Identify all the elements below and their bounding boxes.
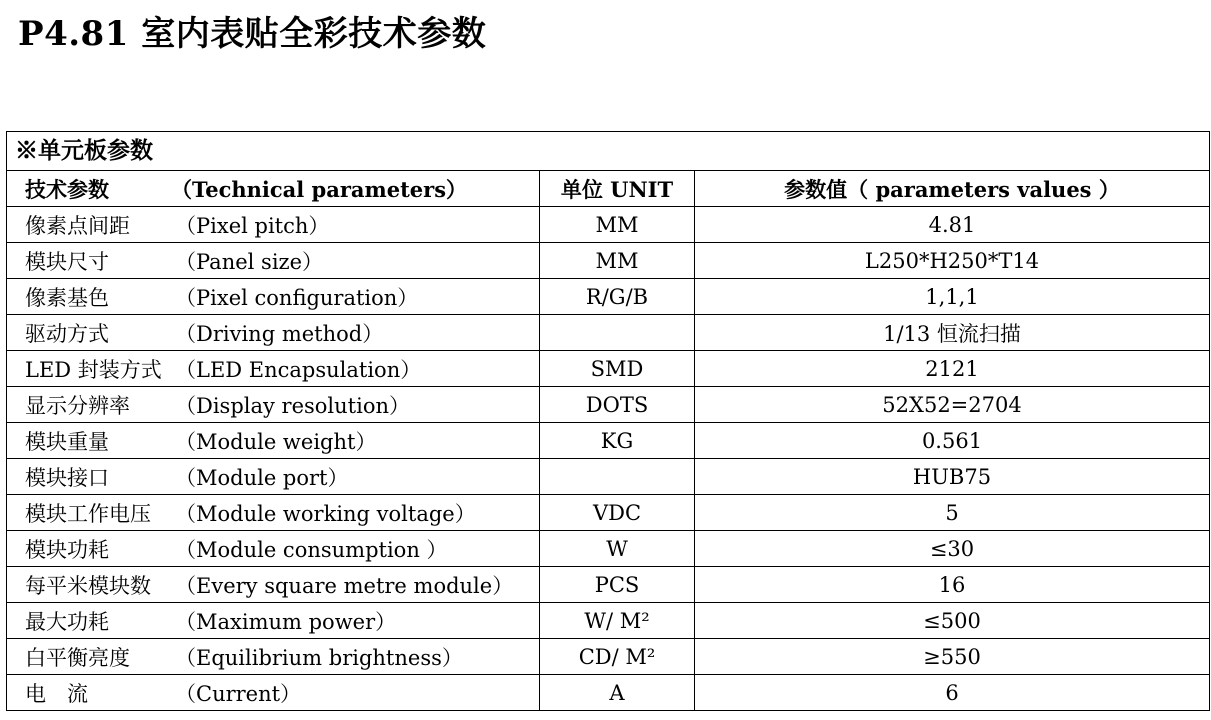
- param-en: （Module consumption ）: [175, 537, 448, 562]
- param-cell: [7, 531, 540, 567]
- unit-cell: MM: [540, 207, 695, 243]
- table-row: [7, 567, 1209, 603]
- param-zh: 模块尺寸: [25, 249, 109, 274]
- param-en: （Module working voltage）: [175, 501, 476, 526]
- unit-cell: W: [540, 531, 695, 567]
- param-cell: [7, 423, 540, 459]
- header-param-en: （Technical parameters）: [171, 176, 468, 202]
- table-row: [7, 459, 1209, 495]
- param-en: （Panel size）: [175, 249, 324, 274]
- value-cell: ≥550: [695, 639, 1210, 675]
- param-en: （Current）: [175, 681, 302, 706]
- param-en: （Pixel configuration）: [175, 285, 419, 310]
- param-zh: 白平衡亮度: [25, 645, 130, 670]
- spec-sheet: [6, 131, 1210, 711]
- param-cell: [7, 387, 540, 423]
- unit-cell: DOTS: [540, 387, 695, 423]
- table-row: [7, 243, 1209, 279]
- table-row: [7, 531, 1209, 567]
- table-row: [7, 495, 1209, 531]
- value-cell: 4.81: [695, 207, 1210, 243]
- param-zh: 最大功耗: [25, 609, 109, 634]
- table-header-row: [7, 171, 1209, 207]
- param-cell: [7, 675, 540, 711]
- param-zh: 驱动方式: [25, 321, 109, 346]
- table-row: [7, 675, 1209, 711]
- table-row: [7, 279, 1209, 315]
- table-row: [7, 207, 1209, 243]
- param-cell: [7, 459, 540, 495]
- param-cell: [7, 315, 540, 351]
- param-cell: [7, 603, 540, 639]
- param-en: （Every square metre module）: [175, 573, 514, 598]
- param-zh: 模块重量: [25, 429, 109, 454]
- param-en: （Module weight）: [175, 429, 377, 454]
- param-zh: 每平米模块数: [25, 573, 151, 598]
- header-unit: 单位 UNIT: [540, 171, 695, 207]
- param-zh: 像素基色: [25, 285, 109, 310]
- param-cell: [7, 351, 540, 387]
- value-cell: HUB75: [695, 459, 1210, 495]
- header-param-zh: 技术参数: [25, 176, 109, 202]
- param-zh: 模块接口: [25, 465, 109, 490]
- param-cell: [7, 279, 540, 315]
- table-row: [7, 387, 1209, 423]
- param-zh: 显示分辨率: [25, 393, 130, 418]
- value-cell: L250*H250*T14: [695, 243, 1210, 279]
- unit-cell: A: [540, 675, 695, 711]
- param-cell: [7, 639, 540, 675]
- value-cell: 16: [695, 567, 1210, 603]
- table-row: [7, 639, 1209, 675]
- value-cell: 6: [695, 675, 1210, 711]
- table-row: [7, 423, 1209, 459]
- value-cell: 52X52=2704: [695, 387, 1210, 423]
- param-cell: [7, 567, 540, 603]
- value-cell: 1/13 恒流扫描: [695, 315, 1210, 351]
- unit-cell: [540, 315, 695, 351]
- table-body: [7, 207, 1209, 711]
- param-en: （Display resolution）: [175, 393, 410, 418]
- value-cell: 1,1,1: [695, 279, 1210, 315]
- unit-cell: W/ M²: [540, 603, 695, 639]
- unit-cell: MM: [540, 243, 695, 279]
- unit-cell: CD/ M²: [540, 639, 695, 675]
- param-zh: 模块工作电压: [25, 501, 151, 526]
- param-en: （Module port）: [175, 465, 349, 490]
- param-en: （Driving method）: [175, 321, 384, 346]
- param-zh: 模块功耗: [25, 537, 109, 562]
- param-en: （LED Encapsulation）: [175, 357, 422, 382]
- unit-cell: SMD: [540, 351, 695, 387]
- spec-table: [7, 171, 1209, 711]
- param-zh: 电 流: [25, 681, 88, 706]
- param-cell: [7, 243, 540, 279]
- table-row: [7, 603, 1209, 639]
- param-en: （Equilibrium brightness）: [175, 645, 463, 670]
- value-cell: ≤30: [695, 531, 1210, 567]
- value-cell: ≤500: [695, 603, 1210, 639]
- unit-cell: PCS: [540, 567, 695, 603]
- value-cell: 5: [695, 495, 1210, 531]
- section-header: ※单元板参数: [7, 132, 1209, 171]
- param-en: （Maximum power）: [175, 609, 397, 634]
- page-title: P4.81 室内表贴全彩技术参数: [18, 14, 487, 54]
- param-cell: [7, 495, 540, 531]
- header-value: 参数值（ parameters values ）: [695, 171, 1210, 207]
- param-zh: 像素点间距: [25, 213, 130, 238]
- unit-cell: R/G/B: [540, 279, 695, 315]
- param-zh: LED 封装方式: [25, 357, 162, 382]
- unit-cell: [540, 459, 695, 495]
- table-row: [7, 351, 1209, 387]
- unit-cell: VDC: [540, 495, 695, 531]
- unit-cell: KG: [540, 423, 695, 459]
- param-en: （Pixel pitch）: [175, 213, 330, 238]
- table-row: [7, 315, 1209, 351]
- value-cell: 0.561: [695, 423, 1210, 459]
- header-param: [7, 171, 540, 207]
- value-cell: 2121: [695, 351, 1210, 387]
- param-cell: [7, 207, 540, 243]
